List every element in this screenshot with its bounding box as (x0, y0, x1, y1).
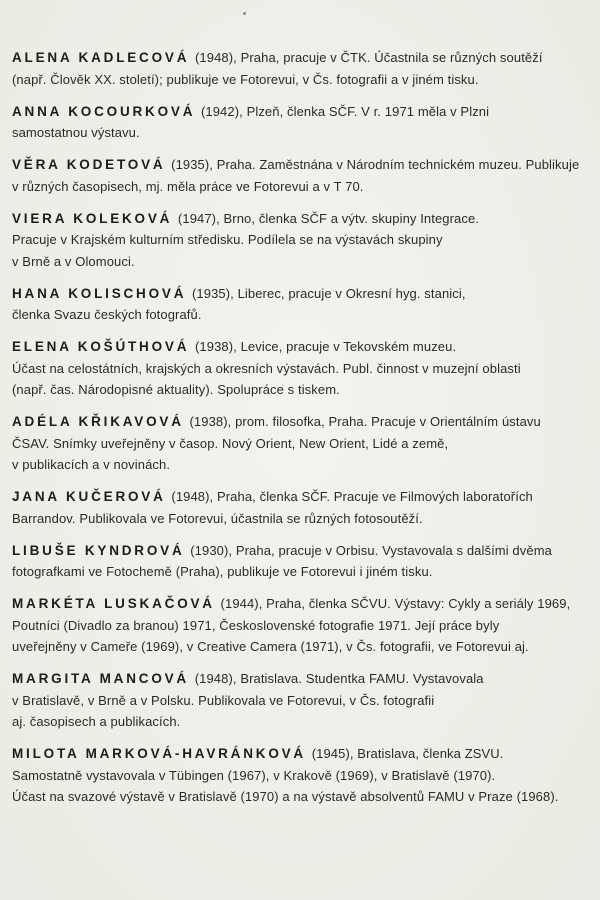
bio-entry (12, 743, 594, 808)
bio-list (12, 47, 594, 808)
person-name: MARKÉTA LUSKAČOVÁ (12, 596, 215, 611)
bio-entry (12, 47, 594, 90)
entry-text: (1948), Bratislava. Studentka FAMU. Vystavovala v Bratislavě, v Brně a v Polsku. Publikovala ve Fotorevui, v Čs. fotografii aj. časopisech a publikacích. (12, 671, 484, 729)
entry-text: (1935), Praha. Zaměstnána v Národním technickém muzeu. Publikuje v různých časopisech, mj. měla práce ve Fotorevui a v T 70. (12, 157, 580, 194)
entry-text: (1945), Bratislava, členka ZSVU. Samostatně vystavovala v Tübingen (1967), v Krakově (1969), v Bratislavě (1970). Účast na svazové výstavě v Bratislavě (1970) a na výstavě absolventů FAMU v Praze (1968). (12, 746, 559, 804)
bio-entry (12, 486, 594, 529)
entry-text: (1942), Plzeň, členka SČF. V r. 1971 měla v Plzni samostatnou výstavu. (12, 103, 490, 140)
bio-entry (12, 154, 594, 197)
person-name: MARGITA MANCOVÁ (12, 671, 189, 686)
bio-entry (12, 668, 594, 733)
person-name: ANNA KOCOURKOVÁ (12, 103, 196, 119)
entry-text: (1930), Praha, pracuje v Orbisu. Vystavovala s dalšími dvěma fotografkami ve Fotochemě (Praha), publikuje ve Fotorevui i jiném tisku. (12, 542, 552, 579)
bio-entry (12, 540, 594, 583)
bio-entry (12, 283, 594, 326)
person-name: ELENA KOŠÚTHOVÁ (12, 339, 190, 354)
person-name: VIERA KOLEKOVÁ (12, 210, 173, 226)
bio-entry (12, 101, 594, 144)
entry-text: (1935), Liberec, pracuje v Okresní hyg. stanici, členka Svazu českých fotografů. (12, 285, 466, 322)
entry-text: (1938), prom. filosofka, Praha. Pracuje v Orientálním ústavu ČSAV. Snímky uveřejněny v časop. Nový Orient, New Orient, Lidé a země, v publikacích a v novinách. (12, 414, 541, 472)
person-name: JANA KUČEROVÁ (12, 489, 166, 504)
person-name: ALENA KADLECOVÁ (12, 50, 190, 65)
bio-entry (12, 411, 594, 476)
entry-text: (1948), Praha, členka SČF. Pracuje ve Filmových laboratořích Barrandov. Publikovala ve Fotorevui, účastnila se různých fotosoutěží. (12, 489, 533, 526)
person-name: VĚRA KODETOVÁ (12, 157, 166, 172)
person-name: HANA KOLISCHOVÁ (12, 285, 187, 301)
entry-text: (1948), Praha, pracuje v ČTK. Účastnila se různých soutěží (např. Člověk XX. století); publikuje ve Fotorevui, v Čs. fotografii a v jiném tisku. (12, 50, 543, 87)
person-name: LIBUŠE KYNDROVÁ (12, 542, 185, 558)
person-name: MILOTA MARKOVÁ-HAVRÁNKOVÁ (12, 746, 306, 761)
bio-entry (12, 593, 594, 658)
entry-text: (1938), Levice, pracuje v Tekovském muzeu. Účast na celostátních, krajských a okresních výstavách. Publ. činnost v muzejní oblasti (např. čas. Národopisné aktuality). Spolupráce s tiskem. (12, 339, 521, 397)
scan-speck (243, 12, 246, 15)
bio-entry (12, 336, 594, 401)
bio-entry (12, 208, 594, 273)
entry-text: (1947), Brno, členka SČF a výtv. skupiny Integrace. Pracuje v Krajském kulturním středisku. Podílela se na výstavách skupiny v Brně a v Olomouci. (12, 210, 480, 269)
person-name: ADÉLA KŘIKAVOVÁ (12, 414, 184, 429)
entry-text: (1944), Praha, členka SČVU. Výstavy: Cykly a seriály 1969, Poutníci (Divadlo za branou) 1971, Československé fotografie 1971. Její práce byly uveřejněny v Cameře (1969), v Creative Camera (1971), v Čs. fotografii, ve Fotorevui aj. (12, 596, 571, 654)
